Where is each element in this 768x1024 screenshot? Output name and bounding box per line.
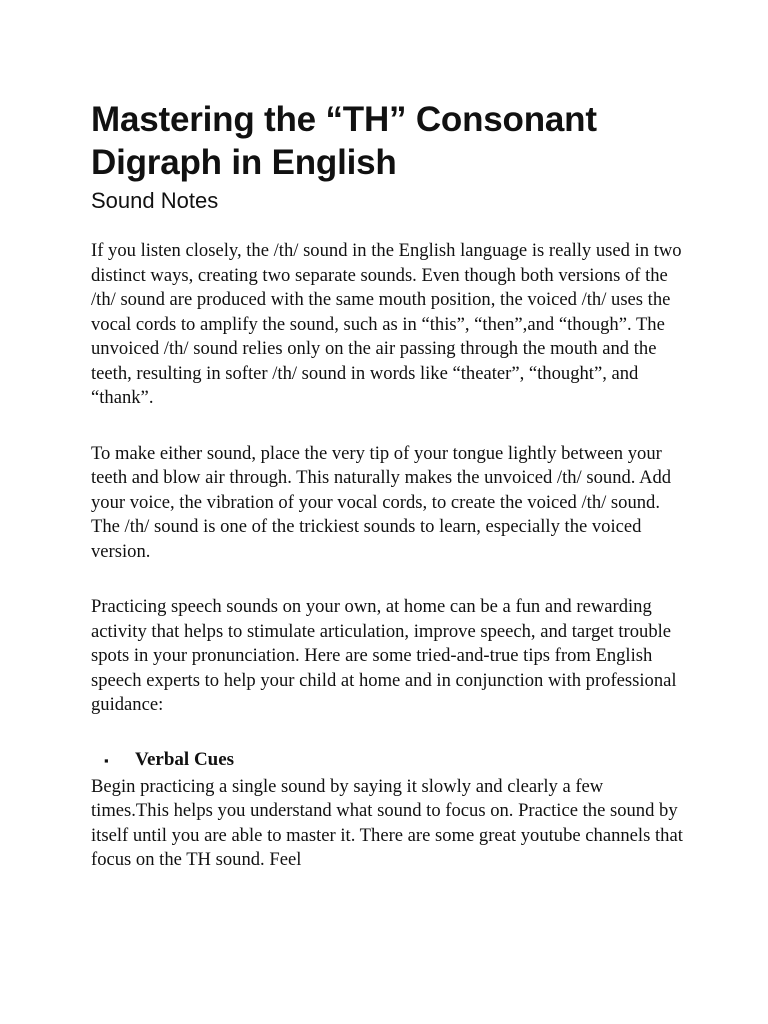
- bullet-item-verbal-cues: [91, 748, 683, 773]
- document-subtitle: Sound Notes: [91, 188, 219, 213]
- paragraph-verbal-cues: Begin practicing a single sound by saying it slowly and clearly a few times.This helps you understand what sound to focus on. Practice the sound by itself until you are able to master it. There are some great youtube channels that focus on the TH sound. Feel: [91, 775, 683, 870]
- document-page: [91, 98, 683, 873]
- paragraph-practice-at-home: Practicing speech sounds on your own, at home can be a fun and rewarding activity that helps to stimulate articulation, improve speech, and target trouble spots in your pronunciation. Here are some tried-and-true tips from English speech experts to help your child at home and in conjunction with professional guidance:: [91, 596, 677, 715]
- square-bullet-icon: ▪: [104, 752, 109, 768]
- bullet-heading: Verbal Cues: [135, 748, 235, 770]
- paragraph-how-to-make-sound: To make either sound, place the very tip of your tongue lightly between your teeth and blow air through. This naturally makes the unvoiced /th/ sound. Add your voice, the vibration of your vocal cords, to create the voiced /th/ sound. The /th/ sound is one of the trickiest sounds to learn, especially the voiced version.: [91, 442, 672, 562]
- paragraph-voiced-unvoiced: If you listen closely, the /th/ sound in the English language is really used in two distinct ways, creating two separate sounds. Even though both versions of the /th/ sound are produced with the same mouth position, the voiced /th/ uses the vocal cords to amplify the sound, such as in “this”, “then”,and “though”. The unvoiced /th/ sound relies only on the air passing through the mouth and the teeth, resulting in softer /th/ sound in words like “theater”, “thought”, and “thank”.: [91, 240, 682, 408]
- document-title: Mastering the “TH” Consonant Digraph in English: [91, 100, 597, 182]
